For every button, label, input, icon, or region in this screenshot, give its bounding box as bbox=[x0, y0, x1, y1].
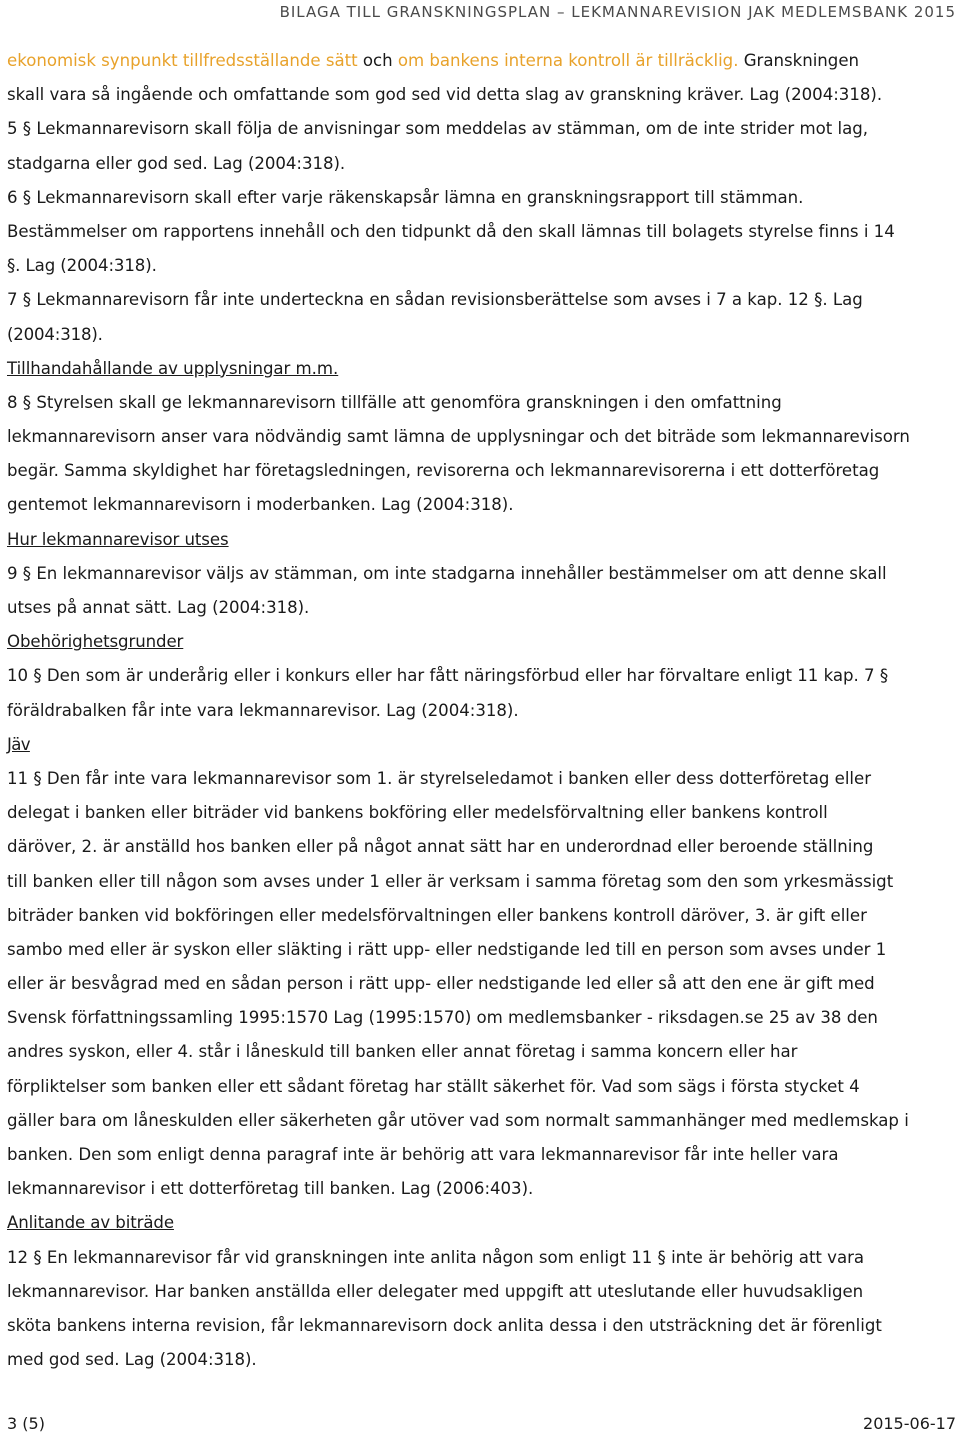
paragraph-6-line: 6 § Lekmannarevisorn skall efter varje räkenskapsår lämna en granskningsrapport till stämman. bbox=[7, 187, 804, 207]
paragraph-9-line: 9 § En lekmannarevisor väljs av stämman, om inte stadgarna innehåller bestämmelser om att denne skall bbox=[7, 563, 887, 583]
paragraph-11-line: 11 § Den får inte vara lekmannarevisor som 1. är styrelseledamot i banken eller dess dotterföretag eller bbox=[7, 768, 872, 788]
text-line: skall vara så ingående och omfattande som god sed vid detta slag av granskning kräver. Lag (2004:318). bbox=[7, 85, 883, 105]
text-line: eller är besvågrad med en sådan person i rätt upp- eller nedstigande led eller så att den ene är gift med bbox=[7, 974, 875, 994]
text-line: gentemot lekmannarevisorn i moderbanken. Lag (2004:318). bbox=[7, 495, 514, 515]
text-line: lekmannarevisor i ett dotterföretag till banken. Lag (2006:403). bbox=[7, 1179, 534, 1199]
text-line: med god sed. Lag (2004:318). bbox=[7, 1350, 257, 1370]
paragraph-8-line: 8 § Styrelsen skall ge lekmannarevisorn tillfälle att genomföra granskningen i den omfattning bbox=[7, 392, 782, 412]
text-line: till banken eller till någon som avses under 1 eller är verksam i samma företag som den som yrkesmässigt bbox=[7, 871, 894, 891]
text-line: biträder banken vid bokföringen eller medelsförvaltningen eller bankens kontroll däröver, 3. är gift eller bbox=[7, 905, 867, 925]
page-number: 3 (5) bbox=[7, 1414, 45, 1433]
text-line: gäller bara om låneskulden eller säkerheten går utöver vad som normalt sammanhänger med medlemskap i bbox=[7, 1110, 909, 1130]
text-line: föräldrabalken får inte vara lekmannarevisor. Lag (2004:318). bbox=[7, 700, 519, 720]
paragraph-5-line: 5 § Lekmannarevisorn skall följa de anvisningar som meddelas av stämman, om de inte strider mot lag, bbox=[7, 119, 868, 139]
plain-text: Granskningen bbox=[738, 51, 859, 70]
text-line: banken. Den som enligt denna paragraf inte är behörig att vara lekmannarevisor får inte heller vara bbox=[7, 1145, 839, 1164]
text-line: stadgarna eller god sed. Lag (2004:318). bbox=[7, 153, 346, 173]
document-body bbox=[7, 44, 959, 1377]
section-heading-upplysningar: Tillhandahållande av upplysningar m.m. bbox=[7, 358, 339, 378]
section-heading-utses: Hur lekmannarevisor utses bbox=[7, 529, 229, 549]
text-line: Svensk författningssamling 1995:1570 Lag (1995:1570) om medlemsbanker - riksdagen.se 25 av 38 den bbox=[7, 1008, 878, 1028]
text-line: andres syskon, eller 4. står i låneskuld till banken eller annat företag i samma koncern eller har bbox=[7, 1042, 798, 1062]
text-line: lekmannarevisorn anser vara nödvändig samt lämna de upplysningar och det biträde som lekmannarevisorn bbox=[7, 427, 910, 447]
text-line: sköta bankens interna revision, får lekmannarevisorn dock anlita dessa i den utsträckning det är förenligt bbox=[7, 1315, 882, 1335]
text-line: begär. Samma skyldighet har företagsledningen, revisorerna och lekmannarevisorerna i ett dotterföretag bbox=[7, 461, 880, 481]
section-heading-bitrade: Anlitande av biträde bbox=[7, 1213, 174, 1233]
paragraph-7-line: 7 § Lekmannarevisorn får inte underteckna en sådan revisionsberättelse som avses i 7 a kap. 12 §. Lag bbox=[7, 290, 863, 310]
text-line: §. Lag (2004:318). bbox=[7, 256, 157, 276]
paragraph-10-line: 10 § Den som är underårig eller i konkurs eller har fått näringsförbud eller har förvaltare enligt 11 kap. 7 § bbox=[7, 666, 889, 686]
paragraph-12-line: 12 § En lekmannarevisor får vid granskningen inte anlita någon som enligt 11 § inte är behörig att vara bbox=[7, 1247, 865, 1267]
plain-text: och bbox=[357, 51, 398, 70]
text-line: Bestämmelser om rapportens innehåll och den tidpunkt då den skall lämnas till bolagets styrelse finns i 14 bbox=[7, 221, 895, 241]
section-heading-obehorighet: Obehörighetsgrunder bbox=[7, 632, 184, 652]
document-header: BILAGA TILL GRANSKNINGSPLAN – LEKMANNAREVISION JAK MEDLEMSBANK 2015 bbox=[279, 3, 956, 21]
section-heading-jav: Jäv bbox=[7, 734, 30, 754]
highlight-text: om bankens interna kontroll är tillräcklig. bbox=[397, 51, 739, 70]
text-line: däröver, 2. är anställd hos banken eller på något annat sätt har en underordnad eller beroende ställning bbox=[7, 837, 874, 857]
text-line: sambo med eller är syskon eller släkting i rätt upp- eller nedstigande led till en person som avses under 1 bbox=[7, 939, 887, 959]
highlight-text: ekonomisk synpunkt tillfredsställande sätt bbox=[7, 51, 358, 70]
text-line: (2004:318). bbox=[7, 324, 103, 344]
document-date: 2015-06-17 bbox=[863, 1414, 956, 1433]
text-line: lekmannarevisor. Har banken anställda eller delegater med uppgift att uteslutande eller huvudsakligen bbox=[7, 1281, 864, 1301]
text-line: delegat i banken eller biträder vid bankens bokföring eller medelsförvaltning eller bankens kontroll bbox=[7, 803, 828, 823]
text-line: förpliktelser som banken eller ett sådant företag har ställt säkerhet för. Vad som sägs i första stycket 4 bbox=[7, 1076, 860, 1096]
intro-line-1 bbox=[7, 44, 959, 78]
text-line: utses på annat sätt. Lag (2004:318). bbox=[7, 598, 310, 617]
